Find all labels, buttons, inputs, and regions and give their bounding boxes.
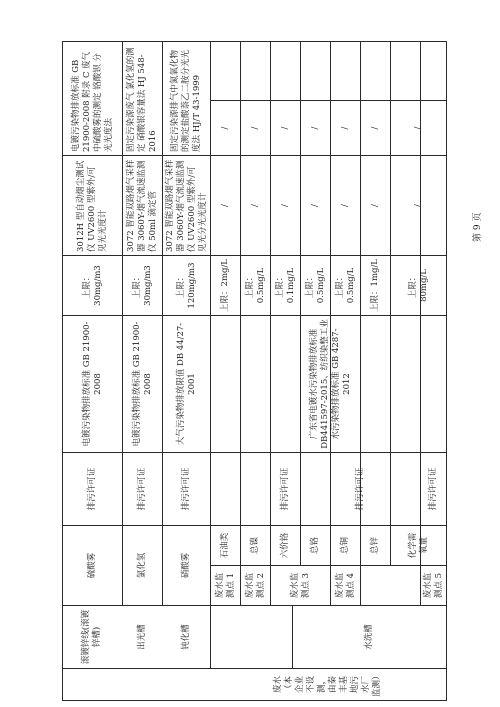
factor-cu: 总铜 xyxy=(340,537,350,555)
area-pickling: 出光槽 xyxy=(137,624,147,650)
point-3: 废水监测点 3 xyxy=(289,572,311,599)
source-water-1: 排污许可证 xyxy=(280,467,290,511)
standard-water: 广东省电镀水污染物排放标准 DB441597-2015、纺织染整工业水污染物排放标准 GB 4287-2012 xyxy=(308,319,352,449)
factor-cr: 总铬 xyxy=(310,537,320,555)
source-sulfuric: 排污许可证 xyxy=(87,467,97,511)
wastewater-category-label: 废水（本企业不设测，由秦丰基地污水厂监测） xyxy=(273,671,382,697)
instrument-sulfuric: 3012H 型自动烟尘测试仪 UV2600 型紫外/可见光光度计 xyxy=(76,160,108,252)
slash: / xyxy=(340,204,350,207)
instrument-nitric: 3072 智能双路烟气采样器 3060Y-烟气流速监测仪 UV2600 型紫外/可见光分光光度计 xyxy=(164,159,208,252)
point-5: 废水监测点 5 xyxy=(422,572,444,599)
method-nitric: 固定污染源排气中氮氧化物的测定盐酸萘乙二胺分光光度法 HJ/T 43-1999 xyxy=(170,49,202,152)
point-1: 废水监测点 1 xyxy=(214,572,236,599)
limit-ni: 上限：0.5mg/L xyxy=(244,267,266,304)
instrument-hcl: 3072 智能双路烟气采样器 3060Y-烟气流速监测仪 50ml 滴定管 xyxy=(126,159,158,252)
area-wash: 水洗槽 xyxy=(364,624,374,650)
point-4b xyxy=(361,566,420,605)
factor-ni: 总镍 xyxy=(250,537,260,555)
limit-cr: 上限：0.5mg/L xyxy=(304,267,326,304)
limit-cod: 上限：80mg/L xyxy=(407,269,429,302)
limit-cr6: 上限：0.1mg/L xyxy=(274,267,296,304)
factor-zn: 总锌 xyxy=(370,537,380,555)
slash: / xyxy=(220,126,230,130)
standard-hcl: 电镀污染物排放标准 GB 21900-2008 xyxy=(131,321,153,447)
slash: / xyxy=(250,204,260,207)
monitoring-table xyxy=(62,41,447,701)
slash: / xyxy=(280,204,290,207)
slash: / xyxy=(413,126,423,130)
slash: / xyxy=(280,126,290,130)
limit-nitric: 上限：120mg/m3 xyxy=(175,262,197,309)
point-4: 废水监测点 4 xyxy=(334,572,356,599)
standard-nitric: 大气污染物排放限值 DB 44/27-2001 xyxy=(175,322,197,446)
slash: / xyxy=(413,204,423,207)
factor-cr6: 六价铬 xyxy=(280,532,290,559)
slash: / xyxy=(370,126,380,130)
slash: / xyxy=(310,204,320,207)
slash: / xyxy=(370,204,380,207)
limit-oil: 上限：2mg/L xyxy=(220,259,230,312)
limit-zn: 上限：1mg/L xyxy=(370,259,380,312)
factor-oil: 石油类 xyxy=(220,532,230,559)
factor-nitric: 硝酸雾 xyxy=(181,552,191,579)
area-passivation: 钝化槽 xyxy=(181,624,191,650)
slash: / xyxy=(220,204,230,207)
limit-cu: 上限：0.5mg/L xyxy=(334,267,356,304)
limit-hcl: 上限：30mg/m3 xyxy=(131,265,153,306)
slash: / xyxy=(250,126,260,130)
slash: / xyxy=(310,126,320,130)
factor-cod: 化学需氧量 xyxy=(407,532,429,559)
point-2: 废水监测点 2 xyxy=(244,572,266,599)
page-number: 第 9 页 xyxy=(473,212,483,242)
limit-sulfuric: 上限：30mg/m3 xyxy=(81,265,103,306)
method-hcl: 固定污染源废气 氯化氢的测定 硝酸银容量法 HJ 548-2016 xyxy=(126,47,158,152)
factor-hcl: 氯化氢 xyxy=(137,552,147,579)
factor-sulfuric: 硫酸雾 xyxy=(87,552,97,579)
standard-sulfuric: 电镀污染物排放标准 GB 21900-2008 xyxy=(81,321,103,447)
source-nitric: 排污许可证 xyxy=(181,467,191,511)
source-water-3: 排污许可证 xyxy=(428,467,438,511)
source-hcl: 排污许可证 xyxy=(137,467,147,511)
method-sulfuric: 电镀污染物排放标准 GB 21900-2008 附录 C 废气 中硫酸雾的测定 铬酸钡 分光光度法 xyxy=(70,51,114,152)
source-water-2: 排污许可证 xyxy=(355,467,365,511)
slash: / xyxy=(340,126,350,130)
line-label: 滚镀锌线(滚镀锌槽) xyxy=(81,609,102,665)
